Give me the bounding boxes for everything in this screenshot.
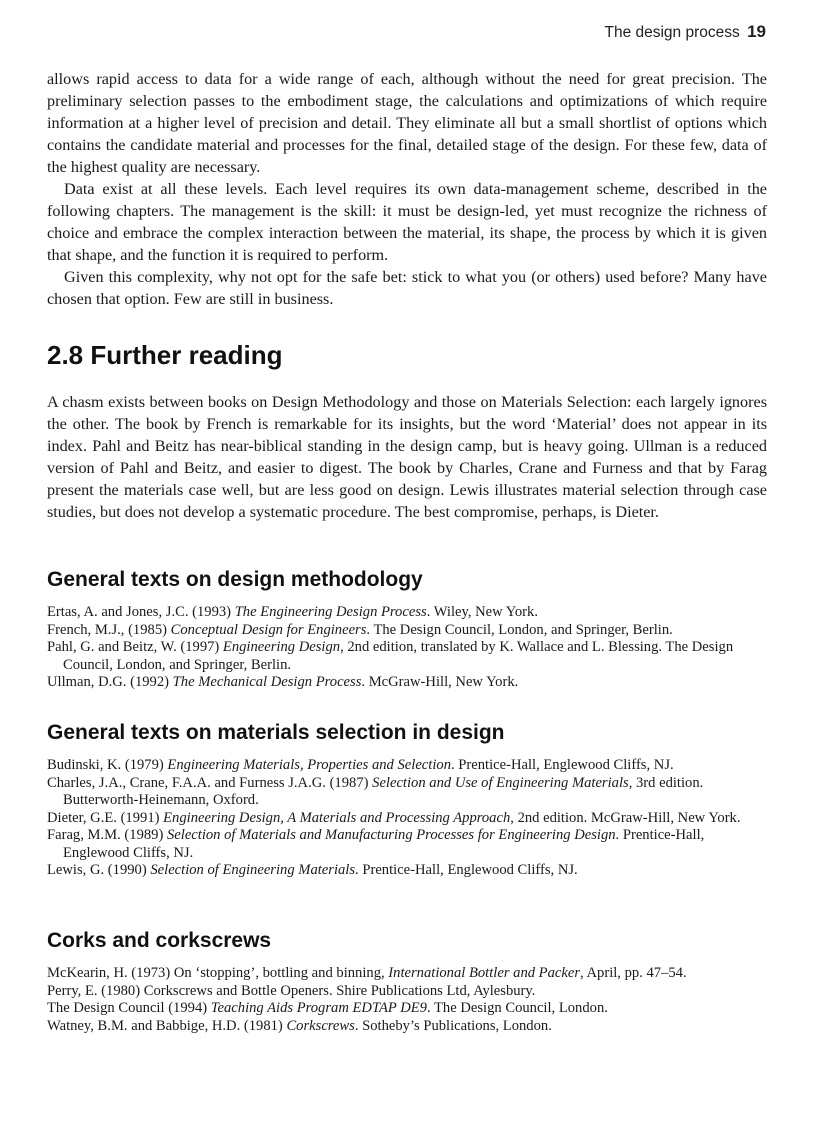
reference-authors: Pahl, G. and Beitz, W. (1997) xyxy=(47,639,223,655)
reference-item xyxy=(47,965,772,983)
reference-title: Engineering Materials, Properties and Selection xyxy=(167,757,451,773)
reference-authors: Farag, M.M. (1989) xyxy=(47,827,167,843)
reference-item xyxy=(47,674,772,692)
paragraph: Data exist at all these levels. Each level requires its own data-management scheme, described in the following chapters. The management is the skill: it must be design-led, yet must recognize the richness of choice and embrace the complex interaction between the material, its shape, the process by which it is given that shape, and the function it is required to perform. xyxy=(47,180,767,264)
reference-item xyxy=(47,810,772,828)
reference-publisher: . Sotheby’s Publications, London. xyxy=(354,1017,552,1034)
page-number: 19 xyxy=(747,22,766,41)
reference-publisher: , 2nd edition, translated by K. Wallace and L. Blessing. The Design Council, London, and Springer, Berlin. xyxy=(63,639,734,673)
running-title: The design process xyxy=(604,24,740,41)
reference-title: Conceptual Design for Engineers xyxy=(170,621,367,638)
reference-item xyxy=(47,639,772,674)
reference-title: Corkscrews xyxy=(286,1017,355,1034)
subheading-corks: Corks and corkscrews xyxy=(47,929,272,952)
reference-authors: Ertas, A. and Jones, J.C. (1993) xyxy=(47,604,235,620)
reference-authors: Perry, E. (1980) Corkscrews and Bottle Openers. Shire Publications Ltd, Aylesbury. xyxy=(47,982,536,999)
intro-text xyxy=(47,68,767,310)
reference-authors: Charles, J.A., Crane, F.A.A. and Furness J.A.G. (1987) xyxy=(47,774,373,791)
reference-authors: Dieter, G.E. (1991) xyxy=(47,809,164,826)
reference-publisher: . The Design Council, London, and Springer, Berlin. xyxy=(366,621,673,638)
reference-list-materials xyxy=(47,757,772,880)
reference-item xyxy=(47,1000,772,1018)
subheading-materials-selection: General texts on materials selection in design xyxy=(47,721,505,744)
reference-list-corks xyxy=(47,965,772,1035)
reference-title: The Engineering Design Process xyxy=(234,604,427,620)
running-head xyxy=(604,22,766,42)
reference-title: Selection and Use of Engineering Materials xyxy=(372,774,629,791)
reference-publisher: . McGraw-Hill, New York. xyxy=(361,674,519,690)
reference-title: The Mechanical Design Process xyxy=(172,674,362,690)
reference-title: International Bottler and Packer xyxy=(388,965,581,981)
reference-item xyxy=(47,1018,772,1036)
reference-authors: McKearin, H. (1973) On ‘stopping’, bottling and binning, xyxy=(47,965,389,981)
paragraph: Given this complexity, why not opt for the safe bet: stick to what you (or others) used before? Many have chosen that option. Few are still in business. xyxy=(47,268,767,308)
reference-publisher: . Prentice-Hall, Englewood Cliffs, NJ. xyxy=(355,862,578,878)
reference-title: Selection of Engineering Materials xyxy=(150,862,356,878)
subheading-design-methodology: General texts on design methodology xyxy=(47,568,423,591)
reference-item xyxy=(47,983,772,1001)
further-reading-text xyxy=(47,391,767,523)
reference-publisher: , April, pp. 47–54. xyxy=(580,965,687,981)
section-heading-further-reading: 2.8 Further reading xyxy=(47,340,283,370)
reference-title: Engineering Design, A Materials and Processing Approach xyxy=(163,809,511,826)
reference-item xyxy=(47,757,772,775)
reference-item xyxy=(47,862,772,880)
reference-item xyxy=(47,775,772,810)
reference-authors: Budinski, K. (1979) xyxy=(47,757,168,773)
reference-title: Selection of Materials and Manufacturing Processes for Engineering Design xyxy=(166,827,616,843)
reference-authors: French, M.J., (1985) xyxy=(47,621,171,638)
reference-publisher: . The Design Council, London. xyxy=(426,1000,608,1016)
reference-publisher: . Wiley, New York. xyxy=(426,604,538,620)
reference-authors: Watney, B.M. and Babbige, H.D. (1981) xyxy=(47,1017,287,1034)
reference-authors: Lewis, G. (1990) xyxy=(47,862,151,878)
reference-authors: Ullman, D.G. (1992) xyxy=(47,674,173,690)
reference-publisher: , 3rd edition. Butterworth-Heinemann, Oxford. xyxy=(63,774,704,808)
reference-title: Teaching Aids Program EDTAP DE9 xyxy=(210,1000,427,1016)
paragraph: allows rapid access to data for a wide range of each, although without the need for great precision. The preliminary selection passes to the embodiment stage, the calculations and optimizations of which require information at a higher level of precision and detail. They eliminate all but a small shortlist of options which contains the candidate material and processes for the final, detailed stage of the design. For these few, data of the highest quality are necessary. xyxy=(47,70,767,176)
reference-list-methodology xyxy=(47,604,772,692)
reference-authors: The Design Council (1994) xyxy=(47,1000,211,1016)
reference-item xyxy=(47,604,772,622)
paragraph: A chasm exists between books on Design Methodology and those on Materials Selection: each largely ignores the other. The book by French is remarkable for its insights, but the word ‘Material’ does not appear in its index. Pahl and Beitz has near-biblical standing in the design camp, but is heavy going. Ullman is a reduced version of Pahl and Beitz, and easier to digest. The book by Charles, Crane and Furness and that by Farag present the materials case well, but are less good on design. Lewis illustrates material selection through case studies, but does not develop a systematic procedure. The best compromise, perhaps, is Dieter. xyxy=(47,393,767,521)
reference-publisher: . Prentice-Hall, Englewood Cliffs, NJ. xyxy=(63,827,705,861)
reference-item xyxy=(47,622,772,640)
reference-publisher: , 2nd edition. McGraw-Hill, New York. xyxy=(510,809,741,826)
reference-title: Engineering Design xyxy=(222,639,341,655)
reference-item xyxy=(47,827,772,862)
reference-publisher: . Prentice-Hall, Englewood Cliffs, NJ. xyxy=(451,757,674,773)
